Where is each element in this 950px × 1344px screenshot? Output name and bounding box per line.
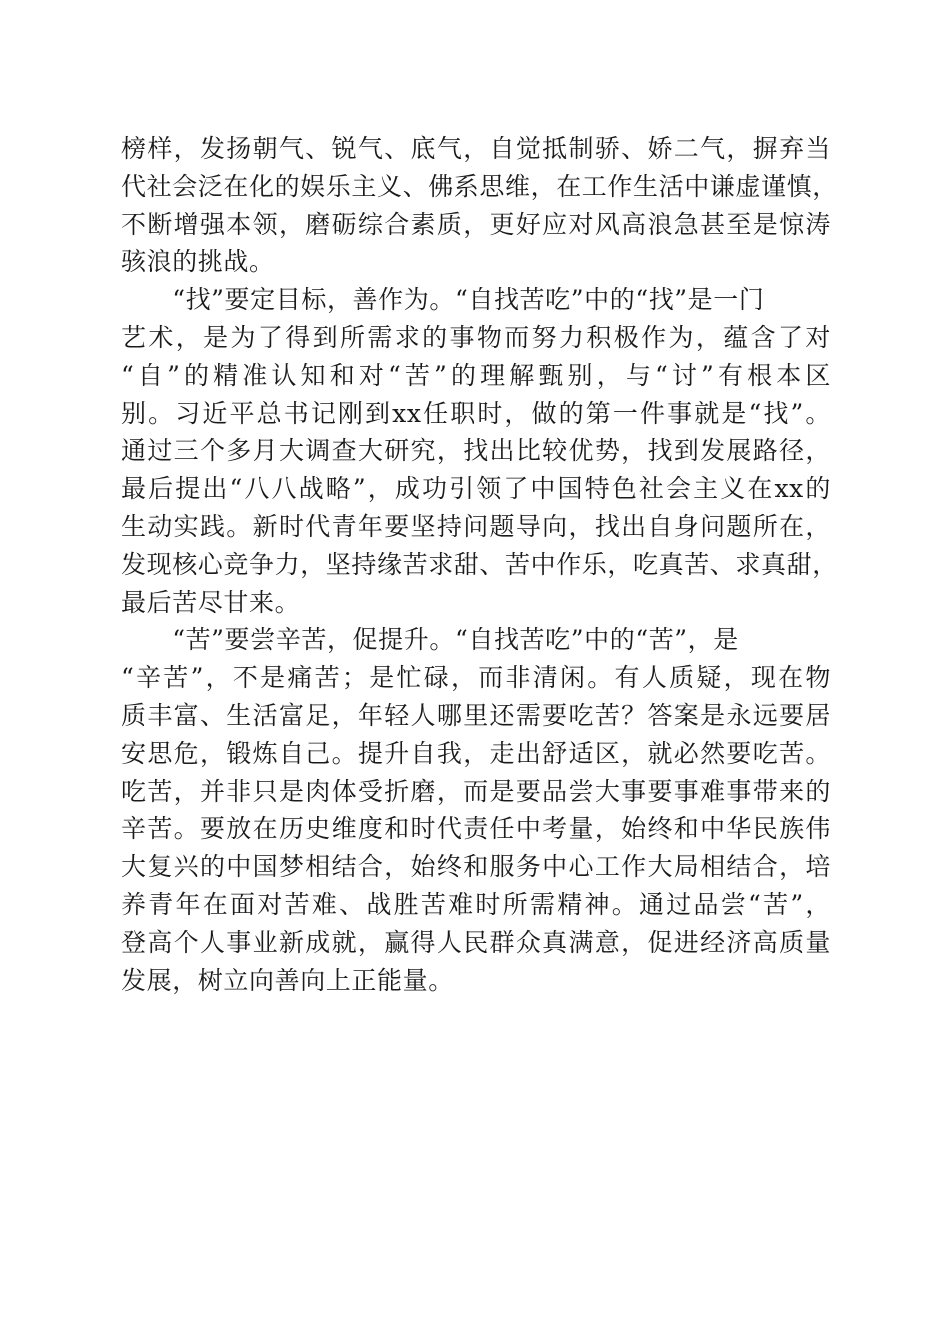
paragraph-3 (121, 621, 831, 999)
text-line: 最后苦尽甘来。 (121, 587, 301, 617)
text-line: 大复兴的中国梦相结合，始终和服务中心工作大局相结合，培 (121, 852, 831, 882)
text-line: 安思危，锻炼自己。提升自我，走出舒适区，就必然要吃苦。 (121, 738, 831, 768)
text-line: 养青年在面对苦难、战胜苦难时所需精神。通过品尝“苦”， (121, 889, 831, 919)
text-line: 发现核心竞争力，坚持缘苦求甜、苦中作乐，吃真苦、求真甜， (121, 549, 838, 579)
text-line: 质丰富、生活富足，年轻人哪里还需要吃苦？答案是永远要居 (121, 700, 831, 730)
text-line: “找”要定目标，善作为。“自找苦吃”中的“找”是一门 (121, 285, 765, 315)
text-line: 发展，树立向善向上正能量。 (121, 965, 454, 995)
text-line: 生动实践。新时代青年要坚持问题导向，找出自身问题所在， (121, 511, 831, 541)
text-line: 吃苦，并非只是肉体受折磨，而是要品尝大事要事难事带来的 (121, 776, 831, 806)
paragraph-2 (121, 281, 838, 621)
text-line: 最后提出“八八战略”，成功引领了中国特色社会主义在xx的 (121, 474, 831, 504)
text-line: 骇浪的挑战。 (121, 247, 275, 277)
paragraph-1 (121, 130, 838, 281)
text-line: “自”的精准认知和对“苦”的理解甄别，与“讨”有根本区 (121, 360, 831, 390)
text-line: 艺术，是为了得到所需求的事物而努力积极作为，蕴含了对 (121, 322, 831, 352)
text-line: 辛苦。要放在历史维度和时代责任中考量，始终和中华民族伟 (121, 814, 831, 844)
text-line: 不断增强本领，磨砺综合素质，更好应对风高浪急甚至是惊涛 (121, 209, 831, 239)
document-page (121, 130, 838, 999)
text-line: 登高个人事业新成就，赢得人民群众真满意，促进经济高质量 (121, 927, 831, 957)
text-line: “辛苦”，不是痛苦；是忙碌，而非清闲。有人质疑，现在物 (121, 663, 831, 693)
text-line: “苦”要尝辛苦，促提升。“自找苦吃”中的“苦”，是 (121, 625, 739, 655)
text-line: 榜样，发扬朝气、锐气、底气，自觉抵制骄、娇二气，摒弃当 (121, 134, 831, 163)
text-line: 别。习近平总书记刚到xx任职时，做的第一件事就是“找”。 (121, 398, 831, 428)
text-line: 代社会泛在化的娱乐主义、佛系思维，在工作生活中谦虚谨慎， (121, 171, 838, 201)
text-line: 通过三个多月大调查大研究，找出比较优势，找到发展路径， (121, 436, 831, 466)
